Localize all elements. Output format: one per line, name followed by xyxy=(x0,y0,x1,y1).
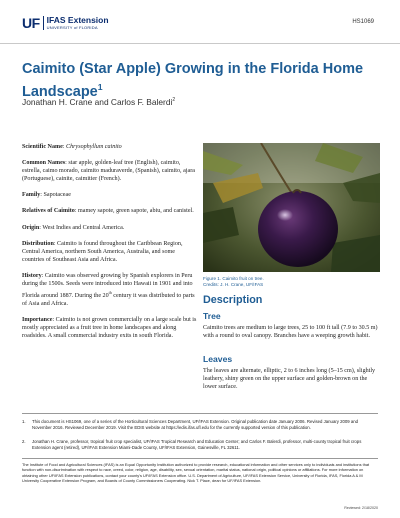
history-paragraph xyxy=(22,273,198,309)
origin-text: : West Indies and Central America. xyxy=(39,224,125,231)
footnote-2-text: Jonathan H. Crane, professor, tropical fruit crop specialist, UF/IFAS Tropical Research and Education Center; and Carlos F. Balerdi, professor, multi-county tropical fruit crops Extension agent (retired), UF/IFAS Extension Miami-Dade County, UF/IFAS Extension, Gainesville, FL 32611. xyxy=(32,439,362,450)
figure-caption xyxy=(203,276,264,288)
scientific-name: Chrysophyllum cainito xyxy=(66,144,122,150)
importance-text: : Caimito is not grown commercially on a large scale but is mostly appreciated as a fruit tree in home landscapes and along roadsides. A small commercial industry exits in south Florida. xyxy=(22,316,197,339)
logo-uf-text: UF xyxy=(22,15,40,31)
relatives-text: : mamey sapote, green sapote, abiu, and canistel. xyxy=(74,208,194,215)
origin-label: Origin xyxy=(22,224,40,231)
document-id: HS1069 xyxy=(352,19,374,25)
title-footnote-mark: 1 xyxy=(97,82,103,92)
leaves-paragraph: The leaves are alternate, elliptic, 2 to 6 inches long (5–15 cm), slightly leathery, shiny green on the upper surface and golden-brown on the lower surface. xyxy=(203,368,376,390)
left-column xyxy=(22,144,198,349)
common-names-label: Common Names xyxy=(22,160,66,167)
description-heading: Description xyxy=(203,294,263,306)
common-names-paragraph xyxy=(22,160,198,184)
scientific-name-paragraph: Scientific Name: Chrysophyllum cainito xyxy=(22,144,122,150)
family-label: Family xyxy=(22,192,41,199)
logo-divider xyxy=(43,16,44,30)
tree-heading: Tree xyxy=(203,311,221,321)
footnote-divider xyxy=(22,413,378,414)
authors-text: Jonathan H. Crane and Carlos F. Balerdi xyxy=(22,97,173,107)
caption-line-2: Credits: J. H. Crane, UF/IFAS xyxy=(203,282,264,287)
footnote-2-number: 2. xyxy=(22,439,26,444)
title-text: Caimito (Star Apple) Growing in the Florida Home Landscape xyxy=(22,61,364,100)
caimito-fruit-image xyxy=(203,143,380,272)
common-names-text: : star apple, golden-leaf tree (English), caimito, estrella, caimo morado, caimito maduraverde, (Spanish), caimito, ajara (Portuguese), cainite, caimitier (French). xyxy=(22,160,195,183)
eoi-divider xyxy=(22,458,378,459)
footnote-1-number: 1. xyxy=(22,419,26,424)
caimito-fruit-photo xyxy=(203,143,380,272)
history-label: History xyxy=(22,272,42,279)
distribution-label: Distribution xyxy=(22,240,54,247)
footnote-2 xyxy=(22,439,378,450)
history-text-b: century it was distributed to parts of Asia and Africa. xyxy=(22,292,195,307)
relatives-paragraph xyxy=(22,208,198,216)
logo-ifas-text: IFAS Extension xyxy=(46,15,109,25)
authors-footnote-mark: 2 xyxy=(172,97,176,104)
family-text: : Sapotaceae xyxy=(40,192,71,199)
caption-line-1: Figure 1. Caimito fruit on tree. xyxy=(203,276,264,281)
footnote-1-text: This document is HS1069, one of a series of the Horticultural Sciences Department, UF/IFAS Extension. Original publication date January 2006. Revised January 2009 and November 2016. Reviewed December 2019. Visit the EDIS website at https://edis.ifas.ufl.edu for the currently supported version of this publication. xyxy=(32,419,359,430)
distribution-paragraph xyxy=(22,241,198,265)
reviewed-date: Reviewed: 2/18/2020 xyxy=(344,506,378,510)
origin-paragraph xyxy=(22,225,198,233)
equal-opportunity-notice: The Institute of Food and Agricultural Sciences (IFAS) is an Equal Opportunity Institution authorized to provide research, educational information and other services only to individuals and institutions that function with non-discrimination with respect to race, creed, color, religion, age, disability, sex, sexual orientation, marital status, national origin, political opinions or affiliations. For more information on obtaining other UF/IFAS Extension publications, contact your county's UF/IFAS Extension office. U.S. Department of Agriculture, UF/IFAS Extension Service, University of Florida, IFAS, Florida A & M University Cooperative Extension Program, and Boards of County Commissioners Cooperating. Nick T. Place, dean for UF/IFAS Extension. xyxy=(22,462,370,483)
page-header xyxy=(0,0,400,44)
uf-ifas-logo[interactable] xyxy=(22,16,109,30)
importance-label: Importance xyxy=(22,316,53,323)
history-superscript: th xyxy=(108,289,112,295)
importance-paragraph xyxy=(22,317,198,341)
distribution-text: : Caimito is found throughout the Caribbean Region, Central America, northern South America, Australia, and some countries of Southeast Asia and Africa. xyxy=(22,240,183,263)
scientific-name-label: Scientific Name xyxy=(22,144,63,150)
footnote-1 xyxy=(22,419,378,430)
leaves-heading: Leaves xyxy=(203,354,233,364)
family-paragraph xyxy=(22,192,198,200)
authors-line xyxy=(22,97,175,107)
relatives-label: Relatives of Caimito xyxy=(22,208,75,215)
history-text-a: : Caimito was observed growing by Spanish explorers in Peru during the 1500s. Seeds were introduced into Hawaii in 1901 and into Florida around 1887. During the 20 xyxy=(22,272,193,299)
tree-paragraph: Caimito trees are medium to large trees, 25 to 100 ft tall (7.9 to 30.5 m) with a round to oval canopy. Branches have a weeping growth habit. xyxy=(203,325,378,339)
logo-university-text: UNIVERSITY of FLORIDA xyxy=(46,25,98,30)
logo-text-block xyxy=(47,16,109,30)
